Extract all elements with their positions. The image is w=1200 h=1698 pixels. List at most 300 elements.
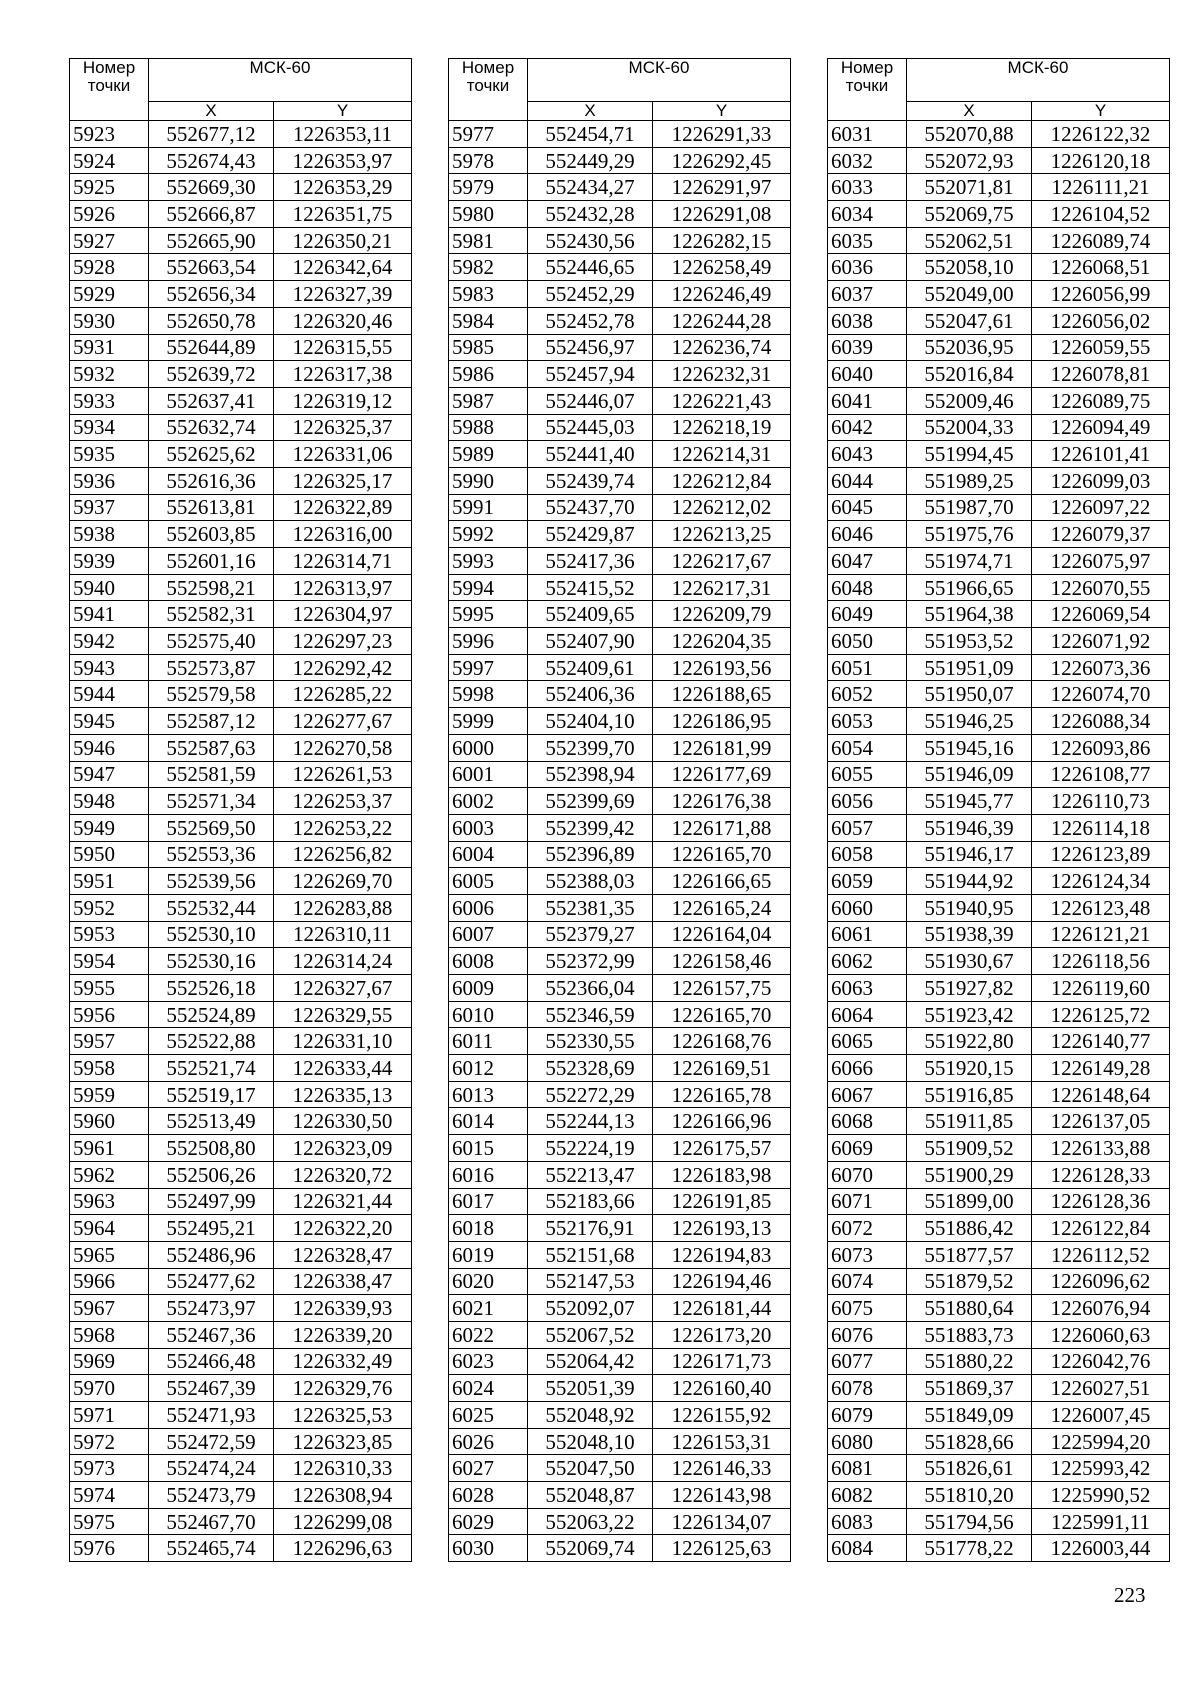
point-number-cell: 6044: [828, 467, 907, 494]
table-row: [828, 548, 1170, 575]
table-row: [449, 1535, 791, 1562]
x-cell: 552603,85: [149, 521, 274, 548]
table-row: [828, 1268, 1170, 1295]
y-cell: 1226118,56: [1032, 948, 1170, 975]
table-row: [449, 868, 791, 895]
table-row: [70, 548, 412, 575]
x-cell: 552616,36: [149, 467, 274, 494]
table-row: [70, 467, 412, 494]
point-number-cell: 5966: [70, 1268, 149, 1295]
y-cell: 1226342,64: [274, 254, 412, 281]
table-row: [449, 788, 791, 815]
table-row: [449, 1108, 791, 1135]
x-cell: 552669,30: [149, 174, 274, 201]
y-cell: 1226221,43: [653, 387, 791, 414]
point-number-cell: 5989: [449, 441, 528, 468]
table-row: [70, 307, 412, 334]
table-row: [70, 868, 412, 895]
x-cell: 552069,74: [528, 1535, 653, 1562]
x-cell: 552465,74: [149, 1535, 274, 1562]
y-cell: 1226148,64: [1032, 1081, 1170, 1108]
point-number-cell: 6031: [828, 121, 907, 148]
table-row: [70, 601, 412, 628]
table-row: [70, 1535, 412, 1562]
x-cell: 552613,81: [149, 494, 274, 521]
y-cell: 1226068,51: [1032, 254, 1170, 281]
point-number-cell: 5998: [449, 681, 528, 708]
x-cell: 552272,29: [528, 1081, 653, 1108]
x-cell: 552452,29: [528, 281, 653, 308]
x-cell: 551945,16: [907, 734, 1032, 761]
table-row: [449, 1081, 791, 1108]
table-row: [70, 628, 412, 655]
point-number-cell: 6022: [449, 1321, 528, 1348]
x-cell: 552147,53: [528, 1268, 653, 1295]
table-row: [828, 1028, 1170, 1055]
y-cell: 1226165,70: [653, 1001, 791, 1028]
x-cell: 552587,12: [149, 708, 274, 735]
point-number-cell: 5959: [70, 1081, 149, 1108]
point-number-cell: 5968: [70, 1321, 149, 1348]
point-number-cell: 6028: [449, 1482, 528, 1509]
x-cell: 552051,39: [528, 1375, 653, 1402]
y-cell: 1226157,75: [653, 975, 791, 1002]
point-number-cell: 6065: [828, 1028, 907, 1055]
table-row: [449, 975, 791, 1002]
x-cell: 551911,85: [907, 1108, 1032, 1135]
table-row: [70, 1001, 412, 1028]
table-row: [449, 521, 791, 548]
x-cell: 552009,46: [907, 387, 1032, 414]
table-row: [449, 121, 791, 148]
y-cell: 1226313,97: [274, 574, 412, 601]
point-number-cell: 6063: [828, 975, 907, 1002]
x-cell: 552674,43: [149, 147, 274, 174]
y-cell: 1226204,35: [653, 628, 791, 655]
point-number-cell: 5932: [70, 361, 149, 388]
y-cell: 1226314,24: [274, 948, 412, 975]
y-cell: 1226171,88: [653, 814, 791, 841]
x-cell: 551946,25: [907, 708, 1032, 735]
x-cell: 552650,78: [149, 307, 274, 334]
x-cell: 552625,62: [149, 441, 274, 468]
table-row: [70, 147, 412, 174]
table-row: [449, 174, 791, 201]
x-cell: 552396,89: [528, 841, 653, 868]
table-row: [828, 1321, 1170, 1348]
y-cell: 1226217,67: [653, 548, 791, 575]
y-cell: 1226335,13: [274, 1081, 412, 1108]
point-number-cell: 5972: [70, 1428, 149, 1455]
point-number-cell: 5925: [70, 174, 149, 201]
point-number-cell: 5973: [70, 1455, 149, 1482]
table-row: [70, 521, 412, 548]
point-number-cell: 5931: [70, 334, 149, 361]
table-body: [70, 121, 412, 1562]
x-cell: 552388,03: [528, 868, 653, 895]
point-number-header: Номер точки: [828, 59, 907, 121]
y-cell: 1226134,07: [653, 1508, 791, 1535]
point-number-cell: 6020: [449, 1268, 528, 1295]
y-cell: 1226140,77: [1032, 1028, 1170, 1055]
point-number-cell: 6081: [828, 1455, 907, 1482]
y-cell: 1226007,45: [1032, 1402, 1170, 1429]
x-cell: 552677,12: [149, 121, 274, 148]
x-cell: 552244,13: [528, 1108, 653, 1135]
y-cell: 1226333,44: [274, 1055, 412, 1082]
y-cell: 1226331,06: [274, 441, 412, 468]
y-cell: 1226339,20: [274, 1321, 412, 1348]
point-number-cell: 5995: [449, 601, 528, 628]
point-number-cell: 5978: [449, 147, 528, 174]
point-number-cell: 6006: [449, 894, 528, 921]
x-cell: 551828,66: [907, 1428, 1032, 1455]
table-row: [70, 574, 412, 601]
x-cell: 552637,41: [149, 387, 274, 414]
table-row: [70, 1135, 412, 1162]
x-header: X: [149, 102, 274, 121]
x-cell: 551966,65: [907, 574, 1032, 601]
y-cell: 1226191,85: [653, 1188, 791, 1215]
table-row: [828, 921, 1170, 948]
x-cell: 552399,69: [528, 788, 653, 815]
table-row: [449, 654, 791, 681]
point-number-cell: 6002: [449, 788, 528, 815]
point-number-cell: 6060: [828, 894, 907, 921]
table-row: [449, 1241, 791, 1268]
point-number-cell: 5977: [449, 121, 528, 148]
y-cell: 1226088,34: [1032, 708, 1170, 735]
x-cell: 552446,07: [528, 387, 653, 414]
x-cell: 552366,04: [528, 975, 653, 1002]
y-cell: 1226165,24: [653, 894, 791, 921]
table-row: [70, 1215, 412, 1242]
x-cell: 552601,16: [149, 548, 274, 575]
table-row: [70, 1508, 412, 1535]
y-cell: 1226270,58: [274, 734, 412, 761]
y-cell: 1226244,28: [653, 307, 791, 334]
y-cell: 1226296,63: [274, 1535, 412, 1562]
y-cell: 1226188,65: [653, 681, 791, 708]
y-cell: 1226350,21: [274, 227, 412, 254]
x-cell: 552036,95: [907, 334, 1032, 361]
table-row: [449, 1375, 791, 1402]
point-number-cell: 5941: [70, 601, 149, 628]
point-number-cell: 6064: [828, 1001, 907, 1028]
table-row: [828, 1215, 1170, 1242]
point-number-cell: 5991: [449, 494, 528, 521]
table-row: [449, 467, 791, 494]
table-row: [70, 1268, 412, 1295]
point-number-cell: 6030: [449, 1535, 528, 1562]
table-row: [70, 948, 412, 975]
x-cell: 552473,97: [149, 1295, 274, 1322]
table-row: [449, 681, 791, 708]
table-row: [449, 894, 791, 921]
y-cell: 1226124,34: [1032, 868, 1170, 895]
y-cell: 1226177,69: [653, 761, 791, 788]
table-row: [70, 174, 412, 201]
table-row: [70, 1161, 412, 1188]
point-number-cell: 6042: [828, 414, 907, 441]
point-number-cell: 5993: [449, 548, 528, 575]
x-cell: 552346,59: [528, 1001, 653, 1028]
table-row: [828, 307, 1170, 334]
y-cell: 1226165,70: [653, 841, 791, 868]
table-row: [828, 628, 1170, 655]
y-cell: 1226353,29: [274, 174, 412, 201]
x-cell: 551900,29: [907, 1161, 1032, 1188]
point-number-cell: 6001: [449, 761, 528, 788]
table-row: [70, 414, 412, 441]
x-cell: 552530,16: [149, 948, 274, 975]
x-cell: 551944,92: [907, 868, 1032, 895]
table-row: [70, 681, 412, 708]
point-number-cell: 5949: [70, 814, 149, 841]
table-row: [70, 734, 412, 761]
point-number-cell: 6052: [828, 681, 907, 708]
table-row: [828, 841, 1170, 868]
table-row: [828, 948, 1170, 975]
y-cell: 1226186,95: [653, 708, 791, 735]
point-number-cell: 5988: [449, 414, 528, 441]
x-cell: 551930,67: [907, 948, 1032, 975]
y-cell: 1226073,36: [1032, 654, 1170, 681]
y-cell: 1226256,82: [274, 841, 412, 868]
x-cell: 552183,66: [528, 1188, 653, 1215]
point-number-cell: 5933: [70, 387, 149, 414]
x-cell: 552569,50: [149, 814, 274, 841]
x-cell: 551940,95: [907, 894, 1032, 921]
x-cell: 551879,52: [907, 1268, 1032, 1295]
x-cell: 552506,26: [149, 1161, 274, 1188]
point-number-header: Номер точки: [449, 59, 528, 121]
point-number-cell: 5984: [449, 307, 528, 334]
table-row: [449, 1295, 791, 1322]
table-body: [828, 121, 1170, 1562]
table-row: [70, 281, 412, 308]
x-cell: 552404,10: [528, 708, 653, 735]
point-number-cell: 6016: [449, 1161, 528, 1188]
point-number-cell: 6021: [449, 1295, 528, 1322]
y-cell: 1226193,56: [653, 654, 791, 681]
y-cell: 1226323,09: [274, 1135, 412, 1162]
y-cell: 1226329,76: [274, 1375, 412, 1402]
y-cell: 1226125,63: [653, 1535, 791, 1562]
x-cell: 552598,21: [149, 574, 274, 601]
x-cell: 552454,71: [528, 121, 653, 148]
point-number-cell: 5923: [70, 121, 149, 148]
table-row: [449, 1135, 791, 1162]
x-cell: 551869,37: [907, 1375, 1032, 1402]
point-number-cell: 5976: [70, 1535, 149, 1562]
point-number-cell: 6054: [828, 734, 907, 761]
table-row: [449, 1055, 791, 1082]
table-row: [449, 1348, 791, 1375]
y-cell: 1226316,00: [274, 521, 412, 548]
y-cell: 1226164,04: [653, 921, 791, 948]
table-row: [828, 334, 1170, 361]
table-row: [449, 201, 791, 228]
y-cell: 1226146,33: [653, 1455, 791, 1482]
x-cell: 551989,25: [907, 467, 1032, 494]
x-cell: 552048,92: [528, 1402, 653, 1429]
table-row: [70, 1482, 412, 1509]
table-row: [449, 254, 791, 281]
table-row: [828, 788, 1170, 815]
table-row: [828, 814, 1170, 841]
x-cell: 552513,49: [149, 1108, 274, 1135]
table-row: [828, 387, 1170, 414]
point-number-cell: 6037: [828, 281, 907, 308]
y-cell: 1226253,22: [274, 814, 412, 841]
y-cell: 1226330,50: [274, 1108, 412, 1135]
y-cell: 1226097,22: [1032, 494, 1170, 521]
x-cell: 552666,87: [149, 201, 274, 228]
point-number-cell: 5960: [70, 1108, 149, 1135]
table-row: [449, 921, 791, 948]
x-cell: 552048,87: [528, 1482, 653, 1509]
y-cell: 1226353,11: [274, 121, 412, 148]
x-cell: 552639,72: [149, 361, 274, 388]
point-number-cell: 6059: [828, 868, 907, 895]
point-number-cell: 6079: [828, 1402, 907, 1429]
point-number-cell: 6045: [828, 494, 907, 521]
y-cell: 1226175,57: [653, 1135, 791, 1162]
point-number-cell: 6069: [828, 1135, 907, 1162]
y-cell: 1226320,46: [274, 307, 412, 334]
table-row: [70, 1081, 412, 1108]
point-number-cell: 5926: [70, 201, 149, 228]
y-header: Y: [653, 102, 791, 121]
y-cell: 1226169,51: [653, 1055, 791, 1082]
table-row: [828, 494, 1170, 521]
table-row: [828, 414, 1170, 441]
point-number-cell: 6070: [828, 1161, 907, 1188]
x-cell: 551883,73: [907, 1321, 1032, 1348]
point-number-cell: 6083: [828, 1508, 907, 1535]
y-cell: 1226110,73: [1032, 788, 1170, 815]
x-cell: 552213,47: [528, 1161, 653, 1188]
point-number-cell: 6062: [828, 948, 907, 975]
point-number-cell: 6072: [828, 1215, 907, 1242]
x-cell: 552004,33: [907, 414, 1032, 441]
point-number-cell: 6033: [828, 174, 907, 201]
point-number-cell: 5929: [70, 281, 149, 308]
y-cell: 1226160,40: [653, 1375, 791, 1402]
x-cell: 552573,87: [149, 654, 274, 681]
x-cell: 552224,19: [528, 1135, 653, 1162]
table-row: [70, 361, 412, 388]
x-cell: 552472,59: [149, 1428, 274, 1455]
table-row: [70, 1295, 412, 1322]
x-cell: 551916,85: [907, 1081, 1032, 1108]
point-number-cell: 6040: [828, 361, 907, 388]
y-cell: 1226181,99: [653, 734, 791, 761]
y-cell: 1226104,52: [1032, 201, 1170, 228]
x-cell: 552070,88: [907, 121, 1032, 148]
table-row: [70, 1428, 412, 1455]
y-cell: 1226283,88: [274, 894, 412, 921]
y-cell: 1226125,72: [1032, 1001, 1170, 1028]
point-number-cell: 5947: [70, 761, 149, 788]
table-row: [449, 574, 791, 601]
point-number-cell: 6080: [828, 1428, 907, 1455]
x-cell: 552432,28: [528, 201, 653, 228]
point-number-cell: 5979: [449, 174, 528, 201]
y-cell: 1226214,31: [653, 441, 791, 468]
table-row: [449, 548, 791, 575]
point-number-cell: 5957: [70, 1028, 149, 1055]
x-cell: 551778,22: [907, 1535, 1032, 1562]
table-row: [449, 1028, 791, 1055]
point-number-cell: 5928: [70, 254, 149, 281]
table-row: [828, 441, 1170, 468]
x-cell: 552062,51: [907, 227, 1032, 254]
point-number-cell: 6082: [828, 1482, 907, 1509]
x-cell: 552063,22: [528, 1508, 653, 1535]
point-number-cell: 5944: [70, 681, 149, 708]
point-number-cell: 6046: [828, 521, 907, 548]
table-row: [828, 1402, 1170, 1429]
point-number-cell: 5936: [70, 467, 149, 494]
x-cell: 552457,94: [528, 361, 653, 388]
y-cell: 1226168,76: [653, 1028, 791, 1055]
y-cell: 1226321,44: [274, 1188, 412, 1215]
y-cell: 1226327,67: [274, 975, 412, 1002]
point-number-cell: 5982: [449, 254, 528, 281]
table-row: [449, 601, 791, 628]
table-row: [828, 1428, 1170, 1455]
point-number-cell: 5981: [449, 227, 528, 254]
y-cell: 1226128,36: [1032, 1188, 1170, 1215]
x-cell: 551899,00: [907, 1188, 1032, 1215]
point-number-cell: 6038: [828, 307, 907, 334]
point-number-cell: 6027: [449, 1455, 528, 1482]
table-row: [828, 201, 1170, 228]
point-number-cell: 5942: [70, 628, 149, 655]
x-cell: 551946,17: [907, 841, 1032, 868]
y-cell: 1226319,12: [274, 387, 412, 414]
point-number-cell: 5987: [449, 387, 528, 414]
point-number-cell: 5986: [449, 361, 528, 388]
y-cell: 1226075,97: [1032, 548, 1170, 575]
y-cell: 1226071,92: [1032, 628, 1170, 655]
table-row: [70, 334, 412, 361]
table-row: [449, 334, 791, 361]
x-cell: 552016,84: [907, 361, 1032, 388]
x-cell: 551951,09: [907, 654, 1032, 681]
table-row: [828, 1348, 1170, 1375]
table-row: [449, 1215, 791, 1242]
y-cell: 1226282,15: [653, 227, 791, 254]
y-cell: 1226299,08: [274, 1508, 412, 1535]
y-cell: 1226111,21: [1032, 174, 1170, 201]
x-cell: 552526,18: [149, 975, 274, 1002]
point-number-cell: 5943: [70, 654, 149, 681]
point-number-cell: 5992: [449, 521, 528, 548]
y-header: Y: [274, 102, 412, 121]
y-cell: 1226325,53: [274, 1402, 412, 1429]
point-number-cell: 6043: [828, 441, 907, 468]
x-cell: 551880,22: [907, 1348, 1032, 1375]
table-row: [70, 1402, 412, 1429]
table-row: [828, 121, 1170, 148]
y-cell: 1226149,28: [1032, 1055, 1170, 1082]
point-number-cell: 5939: [70, 548, 149, 575]
table-row: [70, 1321, 412, 1348]
y-cell: 1226310,11: [274, 921, 412, 948]
